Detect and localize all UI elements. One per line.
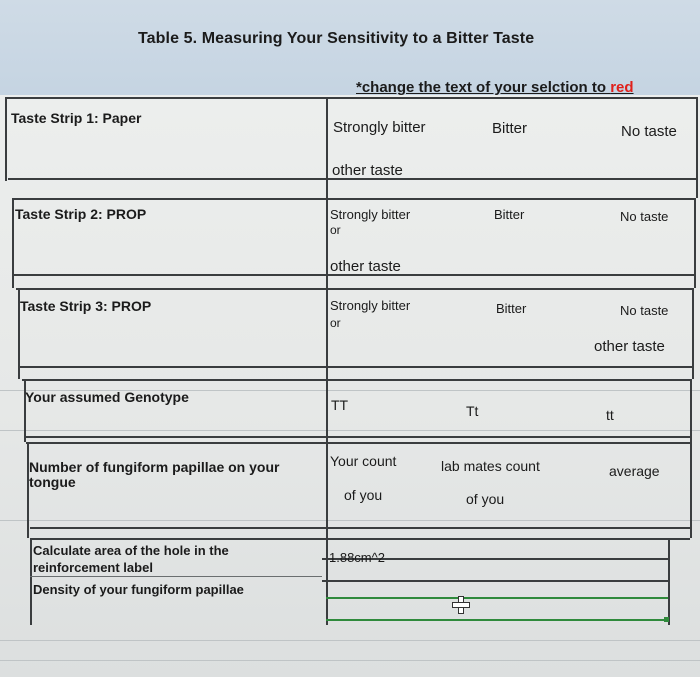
instruction-note xyxy=(356,79,634,96)
table-border-left xyxy=(5,97,7,181)
fill-handle[interactable] xyxy=(664,617,669,622)
strip3-strongly-bitter-wrap: or xyxy=(330,316,341,330)
papillae-average[interactable]: average xyxy=(609,463,660,479)
area-value[interactable]: 1.88cm^2 xyxy=(329,550,385,565)
genotype-option-tt[interactable]: tt xyxy=(606,407,614,423)
strip3-strongly-bitter[interactable]: Strongly bitter xyxy=(330,298,411,313)
area-label-line1: Calculate area of the hole in the xyxy=(33,543,229,558)
table-border-left xyxy=(27,442,29,538)
column-divider xyxy=(326,97,328,625)
strip3-bitter[interactable]: Bitter xyxy=(496,301,527,316)
strip3-label: Taste Strip 3: PROP xyxy=(20,298,152,314)
table-border-right xyxy=(668,538,670,625)
instruction-note-red: red xyxy=(610,79,634,96)
row-border xyxy=(22,379,690,381)
table-border-right xyxy=(696,97,698,198)
table-border-right xyxy=(692,288,694,379)
cell-select-cross-icon xyxy=(452,596,470,614)
strip1-bitter[interactable]: Bitter xyxy=(492,120,528,137)
papillae-your-count-of-you: of you xyxy=(344,487,383,503)
table-border-right xyxy=(690,379,692,538)
papillae-lab-mates-count[interactable]: lab mates count xyxy=(441,458,540,474)
row-border xyxy=(30,527,690,529)
table-border-left xyxy=(12,198,14,288)
genotype-option-Tt[interactable]: Tt xyxy=(466,403,479,419)
row-border xyxy=(12,198,696,200)
strip3-no-taste[interactable]: No taste xyxy=(620,303,669,318)
genotype-option-TT[interactable]: TT xyxy=(331,397,349,413)
strip2-strongly-bitter-wrap: or xyxy=(330,223,341,237)
density-label: Density of your fungiform papillae xyxy=(33,582,244,597)
strip2-no-taste[interactable]: No taste xyxy=(620,209,669,224)
strip1-label: Taste Strip 1: Paper xyxy=(11,110,142,126)
row-border xyxy=(322,580,668,582)
strip2-other-taste[interactable]: other taste xyxy=(330,258,401,275)
strip2-bitter[interactable]: Bitter xyxy=(494,207,525,222)
selected-cell-border-bottom xyxy=(326,619,668,621)
table-title: Table 5. Measuring Your Sensitivity to a Bitter Taste xyxy=(138,30,535,47)
strip1-strongly-bitter[interactable]: Strongly bitter xyxy=(333,119,426,136)
row-border xyxy=(30,538,690,540)
strip1-no-taste[interactable]: No taste xyxy=(621,123,677,140)
row-border xyxy=(26,436,690,438)
strip3-other-taste[interactable]: other taste xyxy=(594,338,665,355)
table-border-top xyxy=(5,97,697,99)
instruction-note-text: *change the text of your selction to xyxy=(356,79,611,96)
papillae-label-line2: tongue xyxy=(29,474,76,490)
papillae-your-count[interactable]: Your count xyxy=(330,453,397,469)
table-border-left xyxy=(30,538,32,625)
papillae-lab-mates-of-you: of you xyxy=(466,491,505,507)
papillae-label-line1: Number of fungiform papillae on your xyxy=(29,459,280,475)
selected-cell-border-top xyxy=(326,597,668,599)
genotype-label: Your assumed Genotype xyxy=(25,389,189,405)
strip2-strongly-bitter[interactable]: Strongly bitter xyxy=(330,207,411,222)
row-border xyxy=(20,366,692,368)
area-label-line2: reinforcement label xyxy=(33,560,153,575)
row-border xyxy=(16,288,694,290)
row-border xyxy=(26,442,690,444)
strip1-other-taste[interactable]: other taste xyxy=(332,162,403,179)
strip2-label: Taste Strip 2: PROP xyxy=(15,206,147,222)
table-border-right xyxy=(694,198,696,288)
